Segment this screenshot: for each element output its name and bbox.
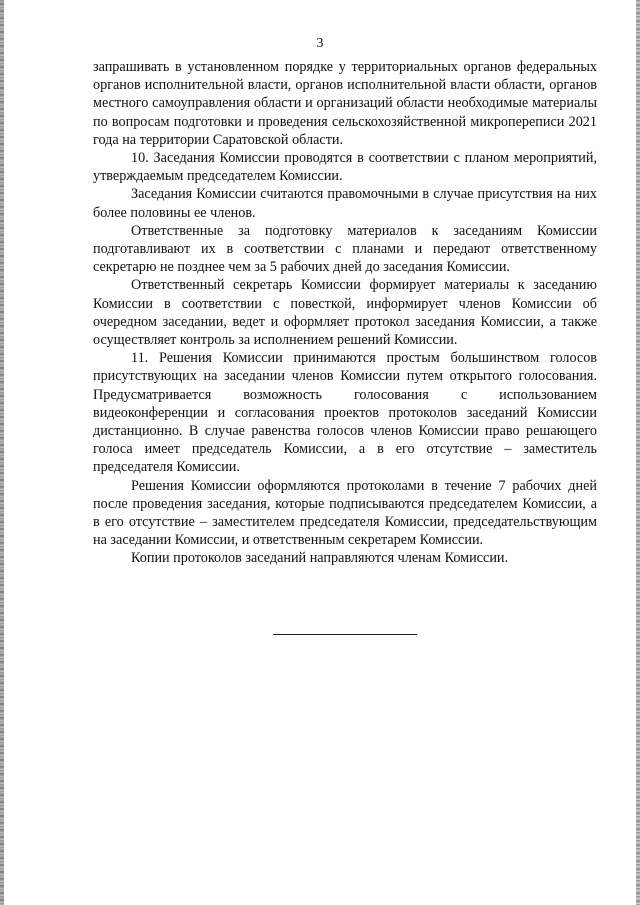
paragraph-secretary: Ответственный секретарь Комиссии формирует материалы к заседанию Комиссии в соответствии с повесткой, информирует членов Комиссии об очередном заседании, ведет и оформляет протокол заседания Комиссии, а также осуществляет контроль за исполнением решений Комиссии.: [93, 277, 597, 349]
document-body: [93, 58, 597, 568]
scan-edge-right: [636, 0, 640, 905]
paragraph-protocols: Решения Комиссии оформляются протоколами в течение 7 рабочих дней после проведения заседания, которые подписываются председателем Комиссии, а в его отсутствие – заместителем председателя Комиссии, председательствующим на заседании Комиссии, и ответственным секретарем Комиссии.: [93, 477, 597, 549]
paragraph-continuation: запрашивать в установленном порядке у территориальных органов федеральных органов исполнительной власти, органов исполнительной власти области, органов местного самоуправления области и организаций области необходимые материалы по вопросам подготовки и проведения сельскохозяйственной микропереписи 2021 года на территории Саратовской области.: [93, 59, 597, 148]
paragraph-materials: Ответственные за подготовку материалов к заседаниям Комиссии подготавливают их в соответствии с планами и передают ответственному секретарю не позднее чем за 5 рабочих дней до заседания Комиссии.: [93, 222, 597, 276]
paragraph-item-10: 10. Заседания Комиссии проводятся в соответствии с планом мероприятий, утверждаемым председателем Комиссии.: [93, 150, 597, 185]
page-number: 3: [316, 36, 324, 51]
paragraph-quorum: Заседания Комиссии считаются правомочными в случае присутствия на них более половины ее членов.: [93, 186, 597, 221]
scan-edge-left: [0, 0, 4, 905]
paragraph-copies: Копии протоколов заседаний направляются членам Комиссии.: [131, 550, 509, 567]
paragraph-item-11: 11. Решения Комиссии принимаются простым большинством голосов присутствующих на заседании членов Комиссии путем открытого голосования. Предусматривается возможность голосования с использованием видеоконференции и согласования проектов протоколов заседаний Комиссии дистанционно. В случае равенства голосов членов Комиссии право решающего голоса имеет председатель Комиссии, а в его отсутствие – заместитель председателя Комиссии.: [93, 350, 597, 476]
end-divider-line: [273, 634, 417, 635]
